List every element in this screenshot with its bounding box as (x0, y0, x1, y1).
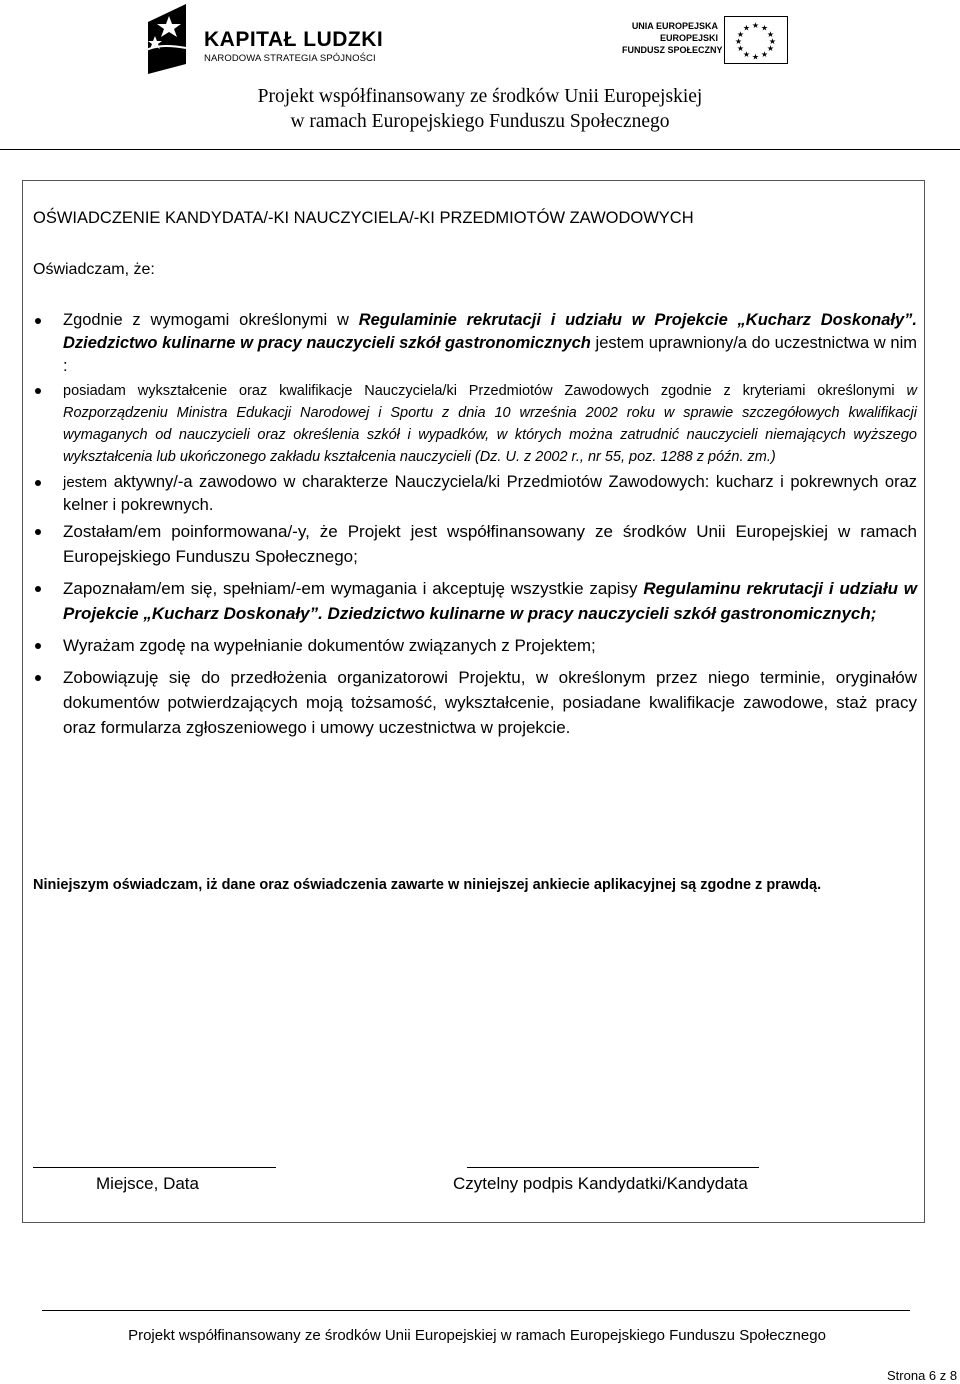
kapital-ludzki-emblem-icon (136, 2, 200, 77)
eu-logo-line2: EUROPEJSKI (659, 33, 718, 43)
item5-text-1: Zapoznałam/em się, spełniam/-em wymagania i akceptuję wszystkie zapisy (63, 579, 644, 598)
svg-text:★: ★ (742, 23, 751, 33)
item1-regulation-ref: Regulaminie rekrutacji i udziału w Projekcie „Kucharz Doskonały”. Dziedzictwo kulinarne w pracy nauczycieli szkół gastronomicznych (63, 311, 917, 352)
svg-text:★: ★ (736, 30, 745, 39)
svg-text:★: ★ (766, 44, 775, 53)
statement-list (33, 309, 917, 747)
statement-item-informed (33, 519, 917, 569)
statement-item-consent (33, 633, 917, 658)
item1-text-3: jestem uprawniony/a do uczestnictwa w nim : (63, 334, 917, 375)
svg-text:★: ★ (736, 44, 745, 53)
item3-text-2: aktywny/-a zawodowo w charakterze Nauczyciela/ki Przedmiotów Zawodowych: kucharz i pokrewnych oraz kelner i pokrewnych. (63, 473, 917, 514)
eu-logo-line1: UNIA EUROPEJSKA (631, 21, 718, 31)
eu-flag-icon (724, 16, 788, 64)
document-title: OŚWIADCZENIE KANDYDATA/-KI NAUCZYCIELA/-KI PRZEDMIOTÓW ZAWODOWYCH (33, 209, 694, 227)
eu-logo-text (622, 20, 723, 56)
item6-text: Wyrażam zgodę na wypełnianie dokumentów związanych z Projektem; (63, 636, 596, 655)
header-line-1: Projekt współfinansowany ze środków Unii Europejskiej (257, 86, 703, 107)
kapital-ludzki-title: KAPITAŁ LUDZKI (204, 28, 384, 51)
signature-label: Czytelny podpis Kandydatki/Kandydata (453, 1174, 748, 1193)
eu-logo-line3: FUNDUSZ SPOŁECZNY (622, 45, 723, 55)
svg-text:★: ★ (760, 50, 769, 59)
statement-item-active (33, 471, 917, 517)
header-line-2: w ramach Europejskiego Funduszu Społecznego (290, 111, 670, 132)
statement-item-eligibility (33, 309, 917, 378)
intro-text: Oświadczam, że: (33, 261, 155, 278)
signature-line (467, 1167, 759, 1168)
item1-text-1: Zgodnie z wymogami określonymi w (63, 311, 359, 329)
statement-item-documents (33, 665, 917, 740)
footer-divider (42, 1310, 910, 1311)
svg-text:★: ★ (768, 37, 777, 46)
item2-text-1: posiadam wykształcenie oraz kwalifikacje Nauczyciela/ki Przedmiotów Zawodowych zgodnie z kryteriami określonymi (63, 383, 907, 399)
svg-text:★: ★ (766, 30, 775, 39)
item5-regulation-ref: Regulaminu rekrutacji i udziału w Projekcie „Kucharz Doskonały”. Dziedzictwo kulinarne w pracy nauczycieli szkół gastronomicznych; (63, 579, 917, 623)
svg-text:★: ★ (751, 52, 760, 62)
place-date-line (33, 1167, 276, 1168)
page-number: Strona 6 z 8 (887, 1368, 958, 1383)
kapital-ludzki-logo (136, 2, 384, 77)
svg-text:★: ★ (742, 50, 751, 59)
footer-text: Projekt współfinansowany ze środków Unii Europejskiej w ramach Europejskiego Funduszu Społecznego (128, 1327, 826, 1344)
item4-text: Zostałam/em poinformowana/-y, że Projekt jest współfinansowany ze środków Unii Europejskiej w ramach Europejskiego Funduszu Społecznego; (63, 522, 917, 566)
svg-text:★: ★ (734, 37, 743, 46)
eu-logo (620, 10, 790, 70)
item2-regulation-ref: w Rozporządzeniu Ministra Edukacji Narodowej i Sportu z dnia 10 września 2002 roku w sprawie szczegółowych kwalifikacji wymaganych od nauczycieli oraz określenia szkół i wypadków, w których można zatrudnić nauczycieli niemających wyższego wykształcenia lub ukończonego zakładu kształcenia nauczycieli (Dz. U. z 2002 r., nr 55, poz. 1288 z późn. zm.) (63, 383, 917, 465)
place-date-label: Miejsce, Data (96, 1174, 199, 1193)
kapital-ludzki-subtitle: NARODOWA STRATEGIA SPÓJNOŚCI (204, 53, 376, 64)
header-divider (0, 149, 960, 150)
statement-item-accept (33, 576, 917, 626)
declaration-text: Niniejszym oświadczam, iż dane oraz oświadczenia zawarte w niniejszej ankiecie aplikacyjnej są zgodne z prawdą. (33, 877, 822, 893)
item3-text-1: jestem (63, 474, 108, 491)
svg-text:★: ★ (751, 21, 760, 30)
svg-text:★: ★ (760, 23, 769, 33)
statement-item-qualifications (33, 380, 917, 468)
item7-text: Zobowiązuję się do przedłożenia organizatorowi Projektu, w określonym przez niego terminie, oryginałów dokumentów potwierdzających moją tożsamość, wykształcenie, posiadane kwalifikacje zawodowe, staż pracy oraz formularza zgłoszeniowego i umowy uczestnictwa w projekcie. (63, 668, 917, 737)
